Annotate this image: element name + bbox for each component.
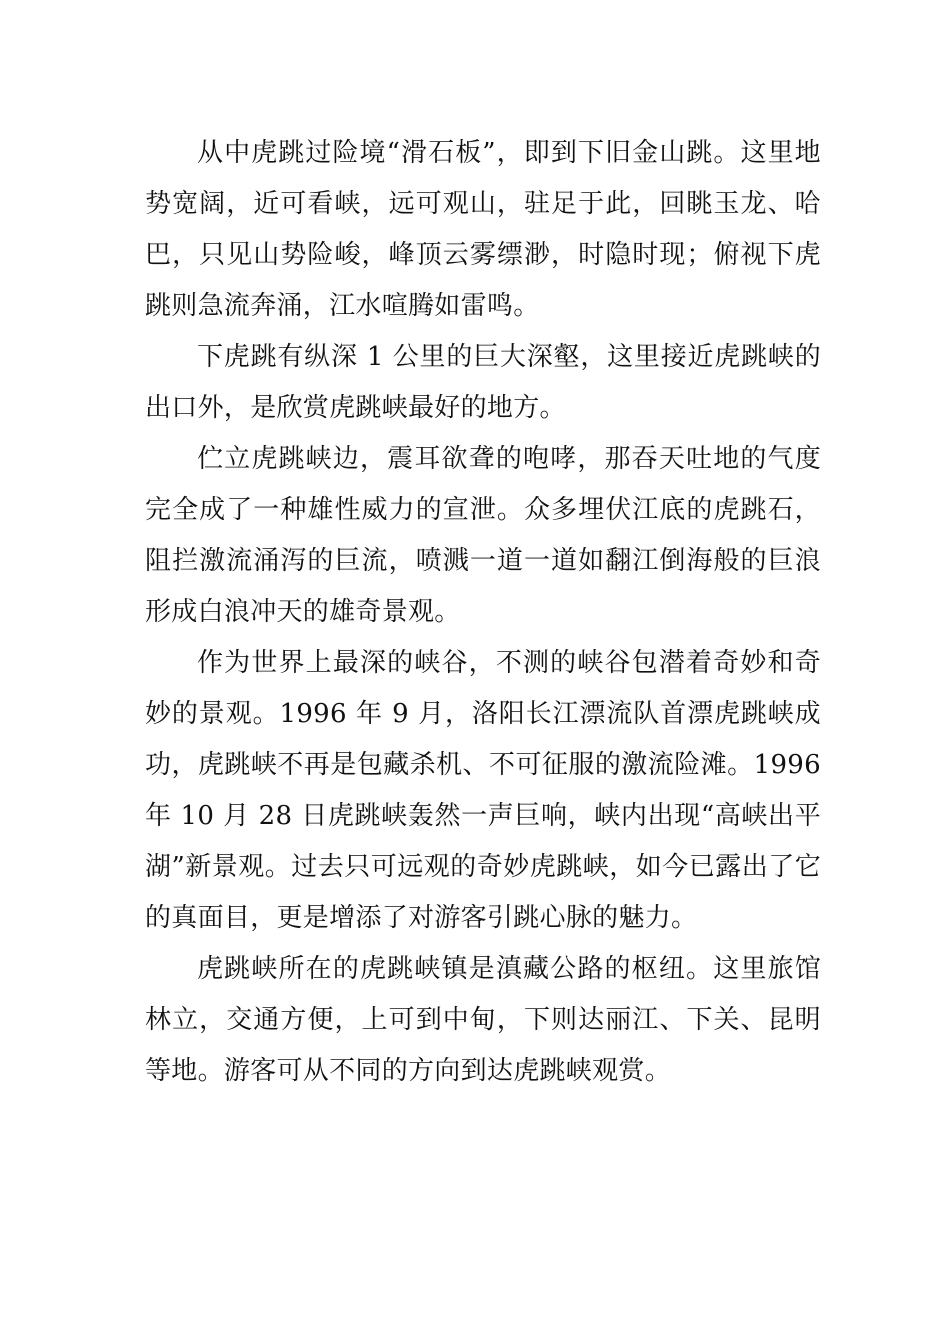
paragraph-4: 作为世界上最深的峡谷，不测的峡谷包潜着奇妙和奇妙的景观。1996 年 9 月，洛阳长江漂流队首漂虎跳峡成功，虎跳峡不再是包藏杀机、不可征服的激流险滩。1996 年 10 月 28 日虎跳峡轰然一声巨响，峡内出现“高峡出平湖”新景观。过去只可远观的奇妙虎跳峡，如今已露出了它的真面目，更是增添了对游客引跳心脉的魅力。: [145, 648, 821, 933]
paragraph-5: 虎跳峡所在的虎跳峡镇是滇藏公路的枢纽。这里旅馆林立，交通方便，上可到中甸，下则达丽江、下关、昆明等地。游客可从不同的方向到达虎跳峡观赏。: [145, 954, 821, 1086]
paragraph-1: 从中虎跳过险境“滑石板”，即到下旧金山跳。这里地势宽阔，近可看峡，远可观山，驻足于此，回眺玉龙、哈巴，只见山势险峻，峰顶云雾缥渺，时隐时现；俯视下虎跳则急流奔涌，江水喧腾如雷鸣。: [145, 138, 821, 321]
document-body: [145, 128, 821, 1097]
paragraph-2: 下虎跳有纵深 1 公里的巨大深壑，这里接近虎跳峡的出口外，是欣赏虎跳峡最好的地方。: [145, 342, 821, 423]
paragraph-3: 伫立虎跳峡边，震耳欲聋的咆哮，那吞天吐地的气度完全成了一种雄性威力的宣泄。众多埋伏江底的虎跳石，阻拦激流涌泻的巨流，喷溅一道一道如翻江倒海般的巨浪形成白浪冲天的雄奇景观。: [145, 444, 821, 627]
